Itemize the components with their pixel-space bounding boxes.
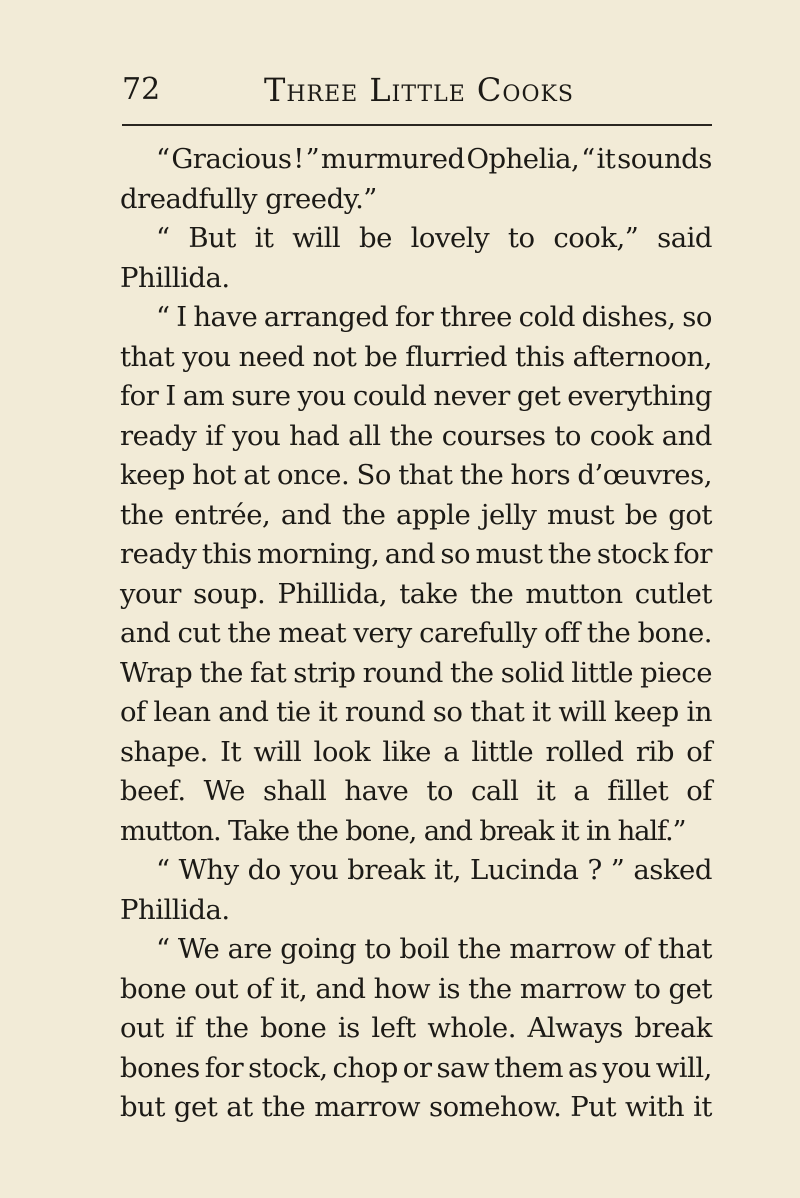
text-line: that you need not be flurried this afternoon, <box>120 340 712 373</box>
text-line: bone out of it, and how is the marrow to get <box>120 972 712 1005</box>
text-line: the entrée, and the apple jelly must be got <box>120 498 712 531</box>
body-text <box>120 140 712 1128</box>
book-title: Three Little Cooks <box>264 71 574 109</box>
text-line: for I am sure you could never get everything <box>120 380 712 412</box>
text-line: “ Why do you break it, Lucinda ? ” asked <box>156 854 712 886</box>
running-head <box>122 70 712 114</box>
text-line: “ We are going to boil the marrow of that <box>156 933 712 965</box>
text-line: Wrap the fat strip round the solid little piece <box>120 656 712 689</box>
text-line: shape. It will look like a little rolled rib of <box>120 735 712 768</box>
text-line: ready if you had all the courses to cook and <box>120 419 712 452</box>
text-line: “ I have arranged for three cold dishes, so <box>156 301 712 333</box>
text-line: Phillida. <box>120 893 230 926</box>
text-line: beef. We shall have to call it a fillet of <box>120 775 712 807</box>
text-line: “ Gracious ! ” murmured Ophelia, “ it sounds <box>156 143 712 175</box>
text-line: ready this morning, and so must the stock for <box>120 538 712 570</box>
text-line: out if the bone is left whole. Always break <box>120 1012 712 1044</box>
header-rule <box>122 124 712 126</box>
text-line: keep hot at once. So that the hors d’œuvres, <box>120 459 712 491</box>
page-number: 72 <box>122 72 161 107</box>
text-line: your soup. Phillida, take the mutton cutlet <box>120 577 712 610</box>
text-line: and cut the meat very carefully off the bone. <box>120 617 712 649</box>
text-line: bones for stock, chop or saw them as you will, <box>120 1051 712 1084</box>
text-line: “ But it will be lovely to cook,” said <box>156 222 712 254</box>
text-line: but get at the marrow somehow. Put with it <box>120 1091 712 1123</box>
text-line: Phillida. <box>120 261 230 294</box>
text-line: mutton. Take the bone, and break it in half.” <box>120 814 686 847</box>
text-line: of lean and tie it round so that it will keep in <box>120 696 712 728</box>
text-line: dreadfully greedy.” <box>120 182 377 215</box>
